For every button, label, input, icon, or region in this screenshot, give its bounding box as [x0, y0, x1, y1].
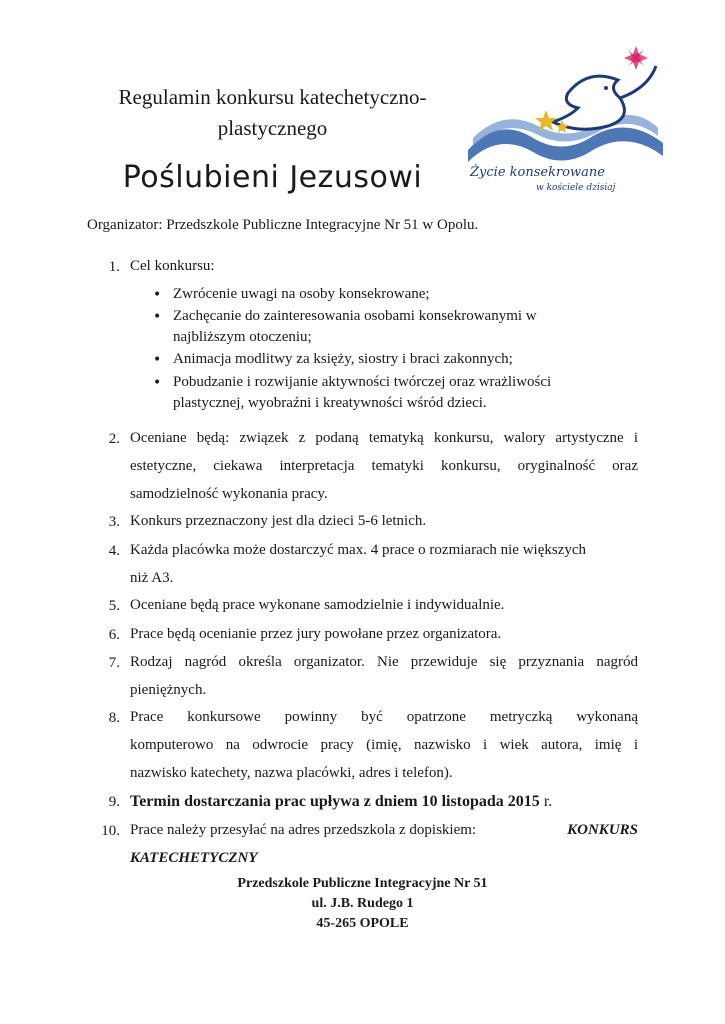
bullet-text: Pobudzanie i rozwijanie aktywności twórczej oraz wrażliwości: [173, 374, 552, 390]
item-number: 7.: [108, 655, 120, 671]
item-text: pieniężnych.: [130, 682, 207, 698]
item-number: 8.: [108, 710, 120, 726]
deadline-line: [130, 794, 552, 810]
bullet-icon: •: [153, 309, 162, 325]
submission-text: Prace należy przesyłać na adres przedszkola z dopiskiem:: [130, 822, 477, 838]
item-number: 6.: [108, 627, 120, 643]
consecrated-life-logo: [458, 38, 678, 198]
bullet-text: plastycznej, wyobraźni i kreatywności wśród dzieci.: [173, 395, 487, 411]
footer-street: ul. J.B. Rudego 1: [311, 896, 414, 911]
item-text: Prace konkursowe powinny być opatrzone metryczką wykonaną: [130, 709, 638, 725]
organizer-line: Organizator: Przedszkole Publiczne Integracyjne Nr 51 w Opolu.: [87, 217, 479, 233]
item-text: samodzielność wykonania pracy.: [130, 486, 328, 502]
konkurs-label: KONKURS: [567, 822, 638, 838]
deadline-text: Termin dostarczania prac upływa z dniem 10 listopada 2015: [130, 793, 540, 810]
item-text: Oceniane będą: związek z podaną tematyką konkursu, walory artystyczne i: [130, 430, 638, 446]
item-text: Oceniane będą prace wykonane samodzielnie i indywidualnie.: [130, 597, 505, 613]
bullet-text: Zwrócenie uwagi na osoby konsekrowane;: [173, 286, 430, 302]
dove-logo-icon: [458, 38, 678, 198]
item-number: 4.: [108, 543, 120, 559]
bullet-icon: •: [153, 352, 162, 368]
katechetyczny-label: KATECHETYCZNY: [130, 850, 258, 866]
item-text: estetyczne, ciekawa interpretacja tematyki konkursu, oryginalność oraz: [130, 458, 638, 474]
item-number: 1.: [108, 259, 120, 275]
bullet-text: najbliższym otoczeniu;: [173, 329, 312, 345]
item-text: Rodzaj nagród określa organizator. Nie przewiduje się przyznania nagród: [130, 654, 638, 670]
bullet-icon: •: [153, 287, 162, 303]
item-number: 3.: [108, 514, 120, 530]
item-text: nazwisko katechety, nazwa placówki, adres i telefon).: [130, 765, 453, 781]
logo-text-1: Życie konsekrowane: [470, 165, 605, 180]
contest-motto: Poślubieni Jezusowi: [122, 160, 423, 195]
section-heading: Cel konkursu:: [130, 258, 215, 274]
bullet-text: Zachęcanie do zainteresowania osobami konsekrowanymi w: [173, 308, 537, 324]
item-number: 10.: [101, 823, 120, 839]
title-line-1: Regulamin konkursu katechetyczno-: [118, 85, 427, 109]
item-text: Prace będą ocenianie przez jury powołane przez organizatora.: [130, 626, 502, 642]
item-text: Konkurs przeznaczony jest dla dzieci 5-6 letnich.: [130, 513, 427, 529]
footer-city: 45-265 OPOLE: [316, 916, 409, 931]
bullet-text: Animacja modlitwy za księży, siostry i braci zakonnych;: [173, 351, 513, 367]
item-number: 5.: [108, 598, 120, 614]
submission-line: [130, 823, 638, 838]
item-number: 2.: [108, 431, 120, 447]
bullet-icon: •: [153, 375, 162, 391]
footer-institution: Przedszkole Publiczne Integracyjne Nr 51: [237, 876, 488, 891]
item-text: Każda placówka może dostarczyć max. 4 prace o rozmiarach nie większych: [130, 542, 587, 558]
item-text: niż A3.: [130, 570, 174, 586]
item-text: komputerowo na odwrocie pracy (imię, nazwisko i wiek autora, imię i: [130, 737, 638, 753]
item-number: 9.: [108, 794, 120, 810]
title-line-2: plastycznego: [217, 116, 328, 140]
deadline-tail: r.: [539, 793, 553, 810]
logo-text-2: w kościele dzisiaj: [536, 183, 616, 193]
